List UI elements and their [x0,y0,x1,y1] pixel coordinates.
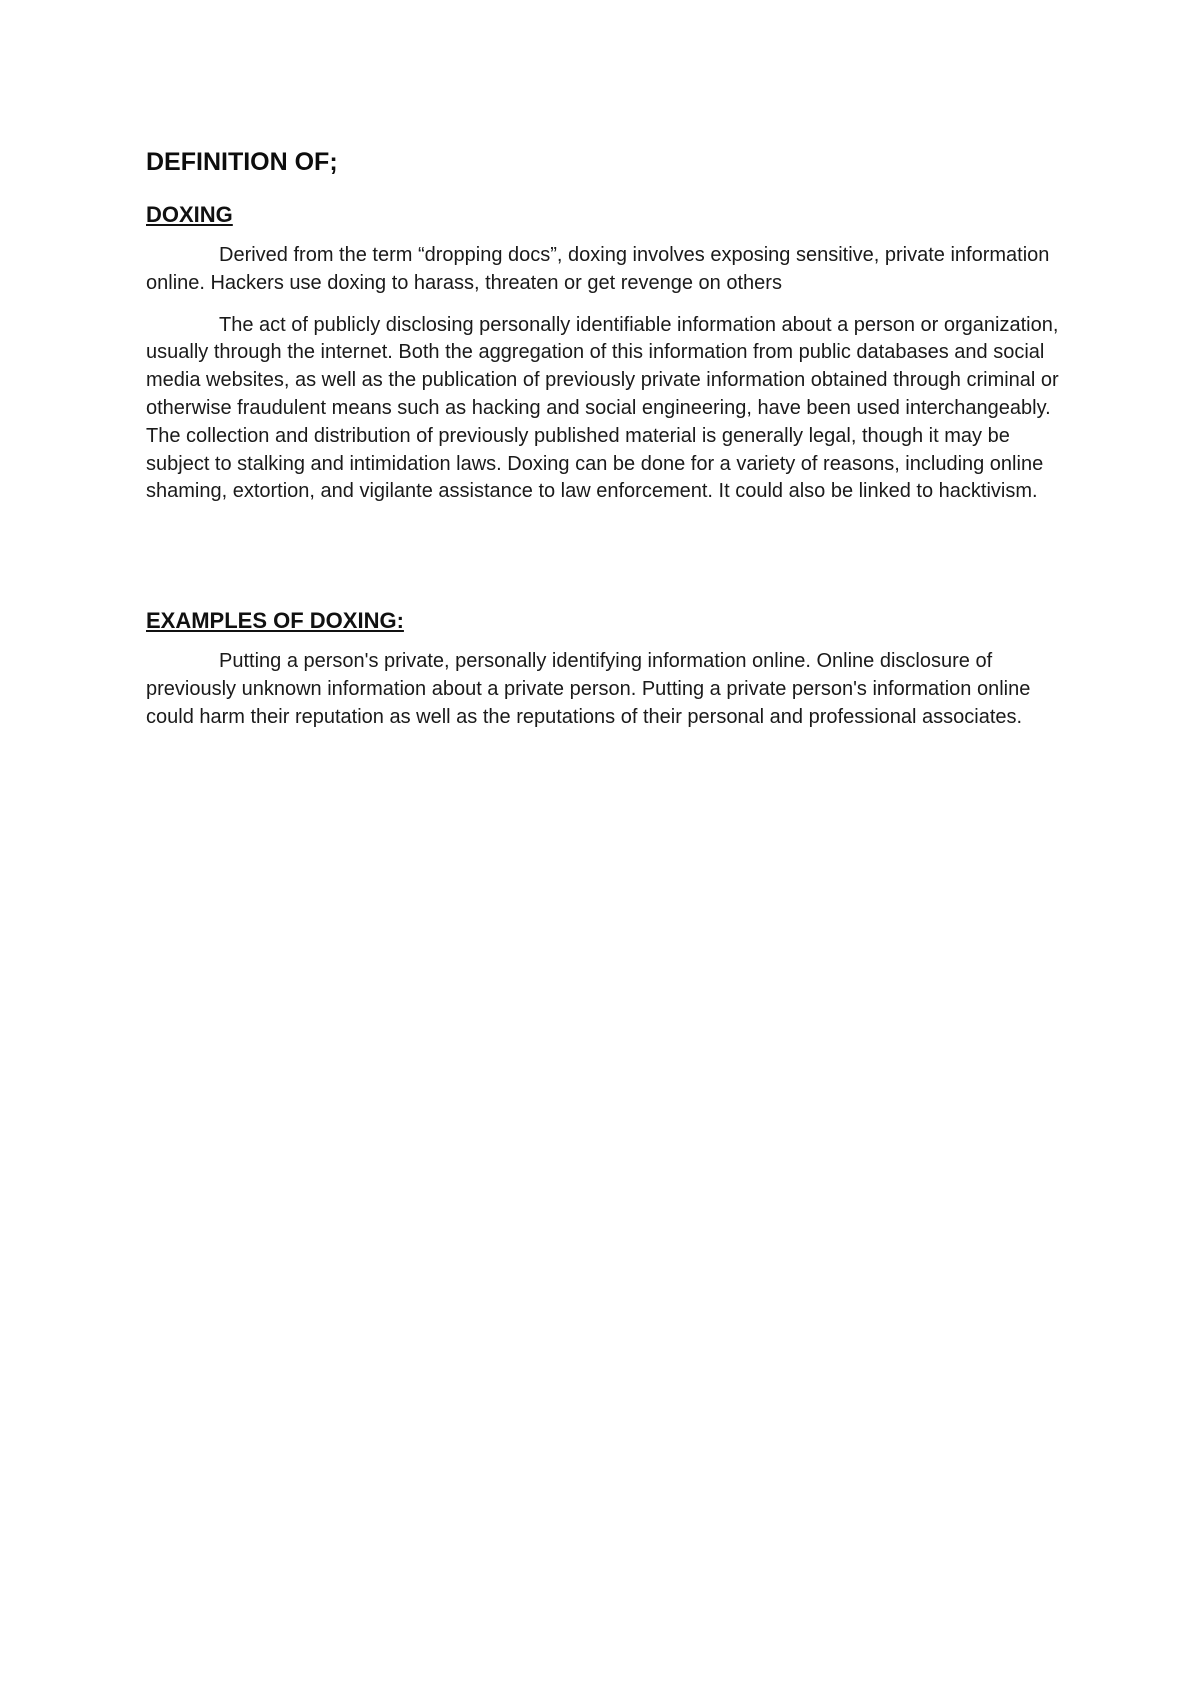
section-heading-doxing: DOXING [146,202,233,227]
document-title: DEFINITION OF; [146,148,338,176]
paragraph-examples: Putting a person's private, personally identifying information online. Online disclosure of previously unknown information about a private person. Putting a private person's information online could harm their reputation as well as the reputations of their personal and professional associates. [146,650,1031,728]
paragraph-doxing-origin: Derived from the term “dropping docs”, doxing involves exposing sensitive, private information online. Hackers use doxing to harass, threaten or get revenge on others [146,244,1050,294]
paragraph-doxing-definition: The act of publicly disclosing personally identifiable information about a person or organization, usually through the internet. Both the aggregation of this information from public databases and social media websites, as well as the publication of previously private information obtained through criminal or otherwise fraudulent means such as hacking and social engineering, have been used interchangeably. The collection and distribution of previously published material is generally legal, though it may be subject to stalking and intimidation laws. Doxing can be done for a variety of reasons, including online shaming, extortion, and vigilante assistance to law enforcement. It could also be linked to hacktivism. [146,313,1059,503]
document-page [146,144,1066,746]
section-heading-examples: EXAMPLES OF DOXING: [146,608,404,634]
section-spacer [146,520,1066,606]
